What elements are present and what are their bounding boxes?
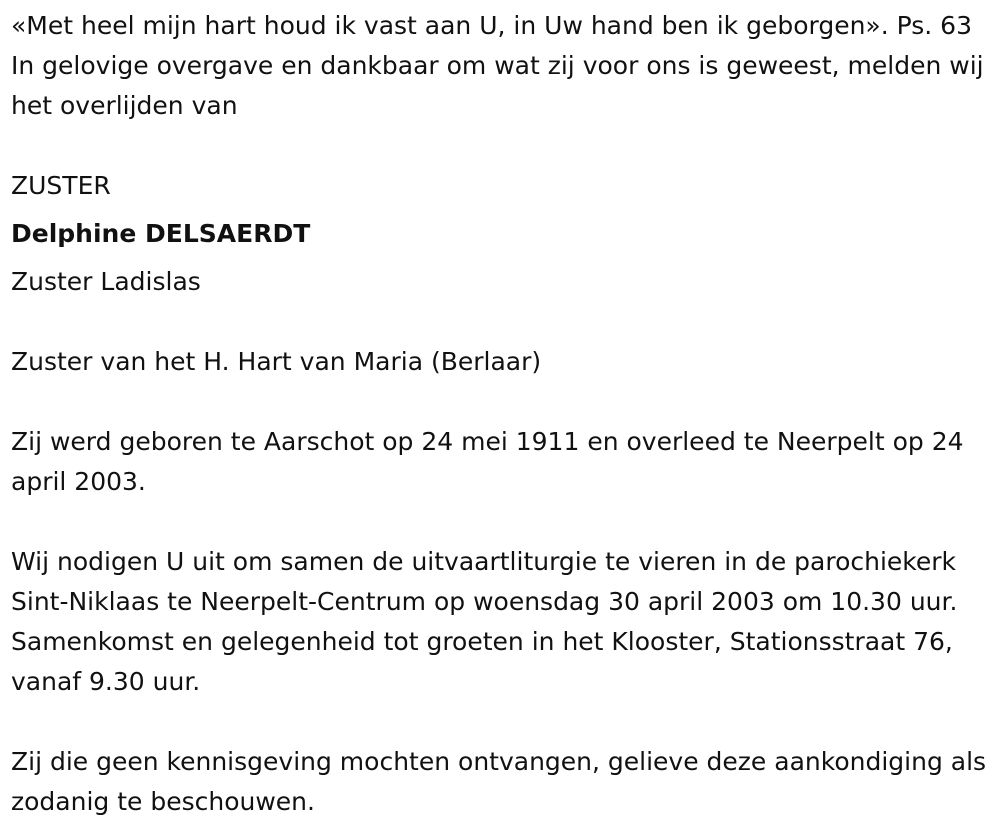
funeral-text: Wij nodigen U uit om samen de uitvaartliturgie te vieren in de parochiekerk Sint-Niklaas te Neerpelt-Centrum op woensdag 30 april 2003 om 10.30 uur. Samenkomst en gelegenheid tot groeten in het Klooster, Stationsstraat 76, vanaf 9.30 uur. bbox=[11, 547, 958, 696]
deceased-name: Delphine DELSAERDT bbox=[11, 219, 311, 248]
title-text: ZUSTER bbox=[11, 171, 111, 200]
birth-death-text: Zij werd geboren te Aarschot op 24 mei 1911 en overleed te Neerpelt op 24 april 2003. bbox=[11, 427, 964, 496]
congregation-text: Zuster van het H. Hart van Maria (Berlaar) bbox=[11, 347, 542, 376]
closing-text: Zij die geen kennisgeving mochten ontvangen, gelieve deze aankondiging als zodanig te beschouwen. bbox=[11, 747, 987, 816]
death-notice bbox=[11, 6, 991, 822]
intro-text: «Met heel mijn hart houd ik vast aan U, in Uw hand ben ik geborgen». Ps. 63 In gelovige overgave en dankbaar om wat zij voor ons is geweest, melden wij het overlijden van bbox=[11, 11, 984, 120]
religious-name: Zuster Ladislas bbox=[11, 267, 201, 296]
